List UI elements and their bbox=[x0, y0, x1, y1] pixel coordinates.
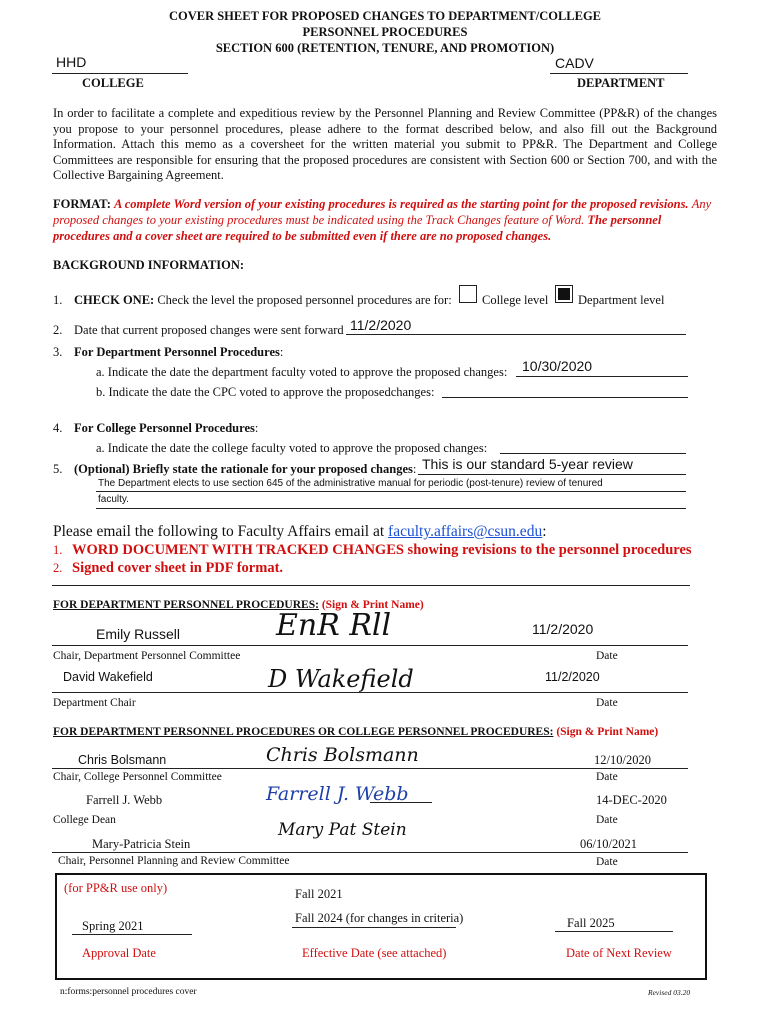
q5-detail-underline-2 bbox=[96, 508, 686, 509]
approval-date-value[interactable]: Spring 2021 bbox=[82, 919, 144, 933]
q1-question bbox=[74, 293, 452, 308]
department-chair-name[interactable]: David Wakefield bbox=[63, 670, 153, 684]
q2-text: Date that current proposed changes were sent forward bbox=[74, 323, 344, 337]
q3b-underline[interactable] bbox=[442, 397, 688, 398]
q3b-text: b. Indicate the date the CPC voted to approve the proposedchanges: bbox=[96, 385, 435, 399]
q5-underline bbox=[418, 474, 686, 475]
college-value[interactable]: HHD bbox=[56, 54, 87, 70]
college-dean-label: College Dean bbox=[53, 814, 116, 826]
dept-section-note: (Sign & Print Name) bbox=[321, 599, 424, 611]
next-review-underline bbox=[555, 931, 673, 932]
dept-committee-signature-line bbox=[52, 645, 688, 646]
q4a-underline[interactable] bbox=[500, 453, 686, 454]
ppr-chair-name[interactable]: Mary-Patricia Stein bbox=[92, 837, 191, 851]
department-value[interactable]: CADV bbox=[555, 55, 594, 71]
faculty-affairs-email-link[interactable]: faculty.affairs@csun.edu bbox=[388, 523, 543, 540]
department-chair-date[interactable]: 11/2/2020 bbox=[545, 670, 600, 684]
dept-committee-chair-signature: EnR Rll bbox=[276, 608, 392, 643]
q4-colon: : bbox=[254, 421, 259, 435]
college-committee-chair-label: Chair, College Personnel Committee bbox=[53, 771, 222, 783]
header-line-3: SECTION 600 (RETENTION, TENURE, AND PROMOTION) bbox=[215, 41, 555, 55]
q5-detail-underline-1 bbox=[96, 491, 686, 492]
next-review-label: Date of Next Review bbox=[566, 946, 672, 960]
q5-detail-line-2: faculty. bbox=[98, 494, 129, 505]
college-committee-signature-line bbox=[52, 768, 688, 769]
college-level-checkbox[interactable] bbox=[459, 285, 477, 303]
format-text-2: Any proposed changes to your existing procedures must be indicated using the Track Changes feature of Word. bbox=[53, 197, 712, 227]
q3a-text: a. Indicate the date the department faculty voted to approve the proposed changes: bbox=[96, 365, 508, 379]
ppr-use-only-label: (for PP&R use only) bbox=[64, 881, 168, 895]
college-committee-date-label: Date bbox=[596, 771, 618, 783]
effective-date-value-1[interactable]: Fall 2021 bbox=[295, 887, 343, 901]
college-dean-date-label: Date bbox=[596, 814, 618, 826]
department-underline bbox=[550, 73, 688, 74]
college-level-label: College level bbox=[482, 293, 549, 307]
effective-date-label: Effective Date (see attached) bbox=[302, 946, 447, 960]
q2-number: 2. bbox=[53, 323, 63, 337]
q5-bold: (Optional) Briefly state the rationale for your proposed changes bbox=[74, 462, 413, 476]
email-item-2 bbox=[53, 560, 283, 577]
format-text-3: The personnel procedures and a cover sheet are required to be submitted even if there are no proposed changes. bbox=[53, 213, 662, 243]
ppr-chair-label: Chair, Personnel Planning and Review Committee bbox=[58, 855, 290, 867]
header-line-1: COVER SHEET FOR PROPOSED CHANGES TO DEPARTMENT/COLLEGE bbox=[168, 9, 602, 23]
effective-date-value-2[interactable]: Fall 2024 (for changes in criteria) bbox=[295, 911, 464, 925]
effective-date-underline bbox=[292, 927, 456, 928]
q1-text: Check the level the proposed personnel procedures are for: bbox=[157, 293, 452, 307]
college-dean-name[interactable]: Farrell J. Webb bbox=[86, 793, 163, 807]
approval-date-label: Approval Date bbox=[82, 946, 156, 960]
format-text-1: A complete Word version of your existing procedures is required as the starting point for the proposed revisions. bbox=[113, 197, 689, 211]
college-underline bbox=[52, 73, 188, 74]
college-section-note: (Sign & Print Name) bbox=[556, 726, 659, 738]
q3-heading bbox=[74, 345, 283, 360]
q4a-text: a. Indicate the date the college faculty voted to approve the proposed changes: bbox=[96, 441, 488, 455]
department-level-checkbox[interactable] bbox=[555, 285, 573, 303]
q3-bold: For Department Personnel Procedures bbox=[74, 345, 280, 359]
document-header bbox=[0, 8, 770, 56]
email-colon: : bbox=[542, 523, 547, 540]
q3-colon: : bbox=[279, 345, 284, 359]
intro-paragraph: In order to facilitate a complete and expeditious review by the Personnel Planning and Review Committee (PP&R) of the changes you propose to your personnel procedures, please adhere to the format described below, and also fill out the Background Information. Attach this memo as a coversheet for the written material you submit to PP&R. The Department and College Committees are responsible for ensuring that the proposed procedures are consistent with Section 600 or Section 700, and with the Collective Bargaining Agreement. bbox=[53, 106, 717, 182]
ppr-chair-date-label: Date bbox=[596, 856, 618, 868]
email-item-2-text: Signed cover sheet in PDF format. bbox=[72, 560, 284, 576]
college-committee-chair-signature: Chris Bolsmann bbox=[266, 744, 419, 766]
college-section-title-text: FOR DEPARTMENT PERSONNEL PROCEDURES OR COLLEGE PERSONNEL PROCEDURES: bbox=[53, 726, 554, 738]
footer-path: n:forms:personnel procedures cover bbox=[60, 987, 197, 997]
ppr-chair-signature-line bbox=[52, 852, 688, 853]
email-item-1 bbox=[53, 542, 692, 559]
college-committee-chair-name[interactable]: Chris Bolsmann bbox=[78, 753, 167, 767]
q5-heading bbox=[74, 462, 416, 477]
dept-committee-chair-label: Chair, Department Personnel Committee bbox=[53, 650, 241, 662]
q4-bold: For College Personnel Procedures bbox=[74, 421, 255, 435]
q5-colon: : bbox=[412, 462, 417, 476]
q4-heading bbox=[74, 421, 258, 436]
department-level-label: Department level bbox=[578, 293, 665, 307]
format-block bbox=[53, 196, 721, 244]
q2-date-field[interactable]: 11/2/2020 bbox=[350, 317, 412, 333]
ppr-chair-date[interactable]: 06/10/2021 bbox=[580, 837, 637, 851]
q5-number: 5. bbox=[53, 462, 63, 476]
college-dean-signature: Farrell J. Webb bbox=[266, 783, 409, 805]
q5-detail-line-1: The Department elects to use section 645 of the administrative manual for periodic (post-tenure) review of tenured bbox=[98, 478, 603, 489]
footer-revised: Revised 03.20 bbox=[648, 988, 691, 997]
email-item-2-number: 2. bbox=[53, 561, 63, 575]
college-dean-date[interactable]: 14-DEC-2020 bbox=[596, 793, 667, 807]
background-title: BACKGROUND INFORMATION: bbox=[53, 258, 245, 272]
format-label: FORMAT: bbox=[53, 197, 111, 211]
dept-committee-chair-name[interactable]: Emily Russell bbox=[96, 626, 181, 642]
q1-bold: CHECK ONE: bbox=[74, 293, 155, 307]
q3a-date-field[interactable]: 10/30/2020 bbox=[522, 358, 593, 374]
college-section-title bbox=[53, 726, 658, 738]
dept-section-title-text: FOR DEPARTMENT PERSONNEL PROCEDURES: bbox=[53, 599, 319, 611]
department-chair-date-label: Date bbox=[596, 697, 618, 709]
q3-number: 3. bbox=[53, 345, 63, 359]
department-chair-signature-line bbox=[52, 692, 688, 693]
approval-date-underline bbox=[72, 934, 192, 935]
ppr-chair-signature: Mary Pat Stein bbox=[278, 820, 407, 840]
email-text: Please email the following to Faculty Affairs email at bbox=[53, 523, 389, 540]
dept-committee-date-label: Date bbox=[596, 650, 618, 662]
college-label: COLLEGE bbox=[82, 76, 144, 90]
email-item-1-text: WORD DOCUMENT WITH TRACKED CHANGES showing revisions to the personnel procedures bbox=[72, 542, 692, 558]
next-review-date-value[interactable]: Fall 2025 bbox=[567, 916, 615, 930]
email-item-1-number: 1. bbox=[53, 543, 63, 557]
college-committee-chair-date[interactable]: 12/10/2020 bbox=[594, 753, 651, 767]
q5-rationale-field[interactable]: This is our standard 5-year review bbox=[422, 456, 633, 472]
header-line-2: PERSONNEL PROCEDURES bbox=[302, 25, 468, 39]
department-chair-signature: D Wakefield bbox=[268, 665, 414, 693]
section-divider bbox=[52, 585, 690, 586]
q3a-underline bbox=[516, 376, 688, 377]
department-label: DEPARTMENT bbox=[577, 76, 665, 90]
q4-number: 4. bbox=[53, 421, 63, 435]
college-dean-signature-flourish bbox=[370, 802, 432, 803]
department-chair-label: Department Chair bbox=[53, 697, 136, 709]
dept-committee-chair-date[interactable]: 11/2/2020 bbox=[532, 621, 594, 637]
email-instructions bbox=[53, 523, 547, 541]
q1-number: 1. bbox=[53, 293, 63, 307]
q2-underline bbox=[346, 334, 686, 335]
